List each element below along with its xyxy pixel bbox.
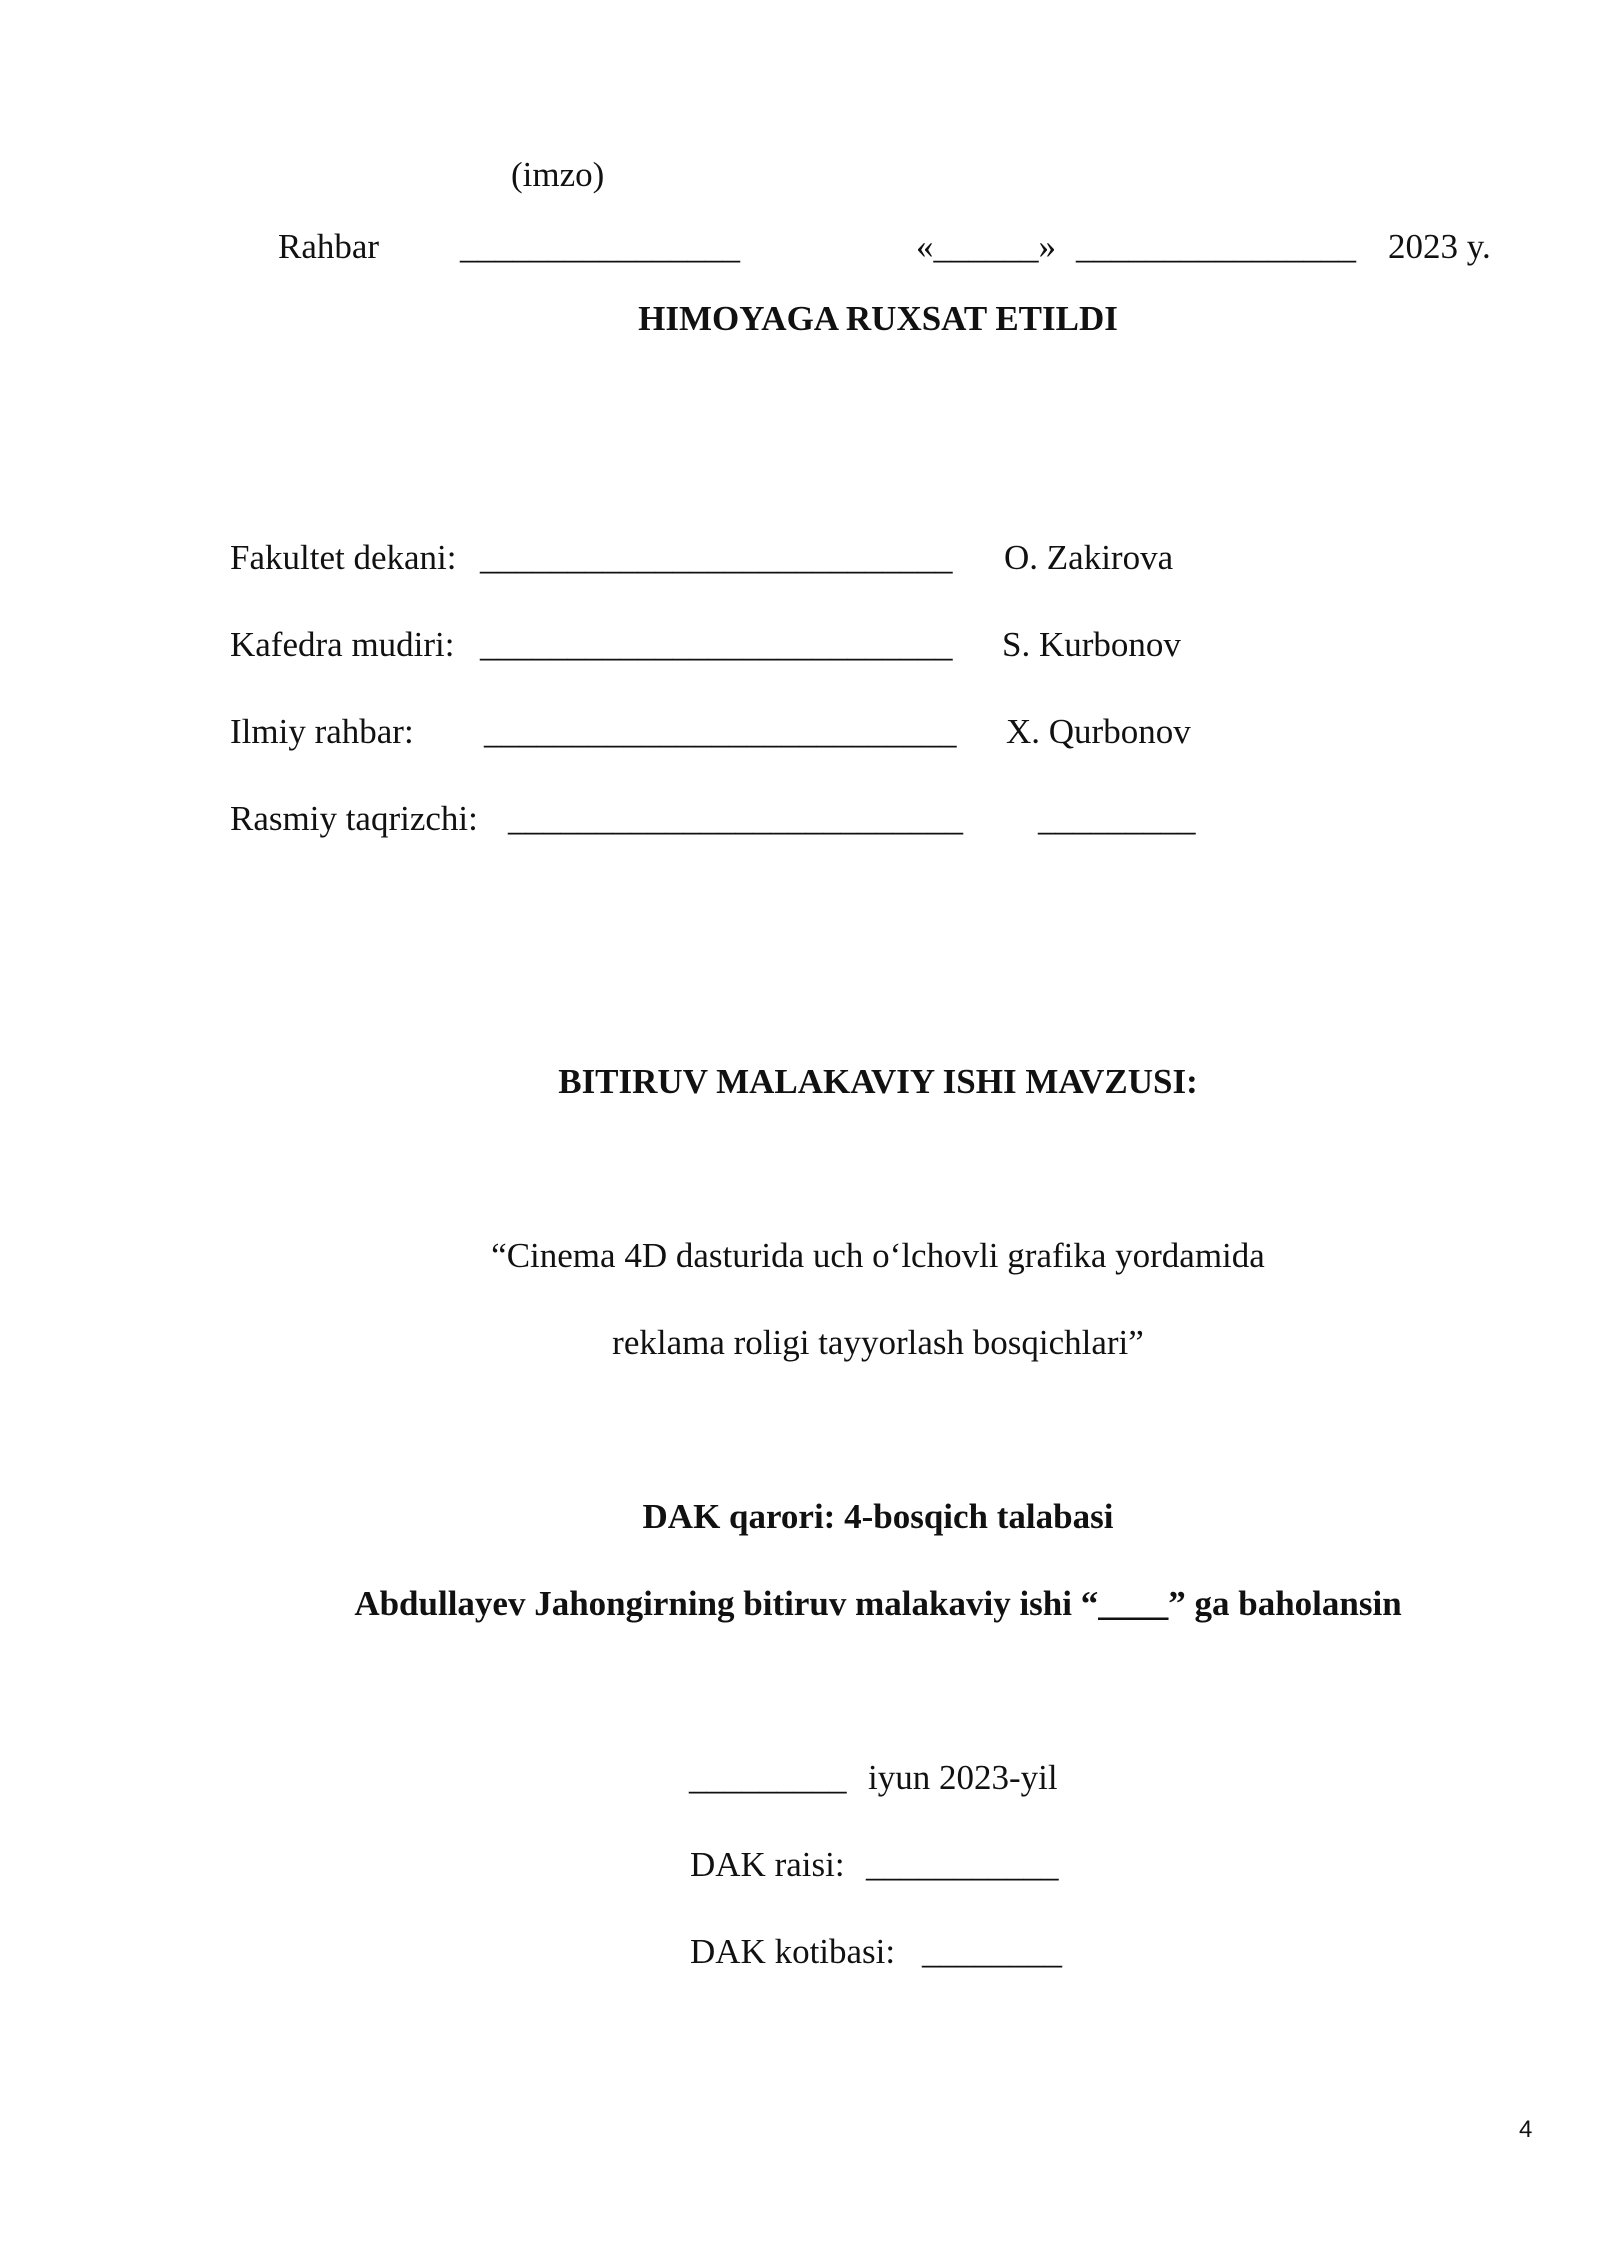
- signatory-reviewer-label: Rasmiy taqrizchi:: [230, 799, 478, 838]
- signatory-dean-blank: ___________________________: [480, 538, 953, 577]
- footer-date-blank: _________: [689, 1758, 847, 1797]
- page-number: 4: [1519, 2116, 1533, 2143]
- signatory-advisor-label: Ilmiy rahbar:: [230, 712, 414, 751]
- dak-chair-label: DAK raisi:: [690, 1845, 845, 1884]
- approval-heading: HIMOYAGA RUXSAT ETILDI: [638, 299, 1118, 338]
- dak-secretary-label: DAK kotibasi:: [690, 1932, 896, 1971]
- date-close-quote: »: [1038, 227, 1056, 266]
- signatory-head-label: Kafedra mudiri:: [230, 625, 455, 664]
- dak-secretary-blank: ________: [922, 1932, 1062, 1971]
- signatory-reviewer-name: _________: [1038, 799, 1196, 838]
- date-day-field: [916, 229, 1056, 264]
- signatory-advisor-name: X. Qurbonov: [1006, 712, 1191, 751]
- date-open-quote: «: [916, 227, 934, 266]
- date-year: 2023 y.: [1388, 227, 1491, 266]
- supervisor-signature-blank: ________________: [460, 227, 740, 266]
- signatory-advisor-blank: ___________________________: [484, 712, 957, 751]
- date-day-blank: ______: [933, 227, 1039, 266]
- footer-date-text: iyun 2023-yil: [868, 1758, 1058, 1797]
- signatory-dean-name: O. Zakirova: [1004, 538, 1174, 577]
- supervisor-label: Rahbar: [278, 227, 380, 266]
- thesis-title-line-2: reklama roligi tayyorlash bosqichlari”: [612, 1323, 1144, 1362]
- date-month-blank: ________________: [1076, 227, 1356, 266]
- decision-line-2: Abdullayev Jahongirning bitiruv malakaviy ishi “____” ga baholansin: [354, 1584, 1402, 1623]
- decision-line-1: DAK qarori: 4-bosqich talabasi: [642, 1497, 1114, 1536]
- signature-hint: (imzo): [511, 155, 605, 194]
- dak-chair-blank: ___________: [866, 1845, 1059, 1884]
- thesis-title-line-1: “Cinema 4D dasturida uch o‘lchovli grafika yordamida: [491, 1236, 1265, 1275]
- thesis-heading: BITIRUV MALAKAVIY ISHI MAVZUSI:: [558, 1062, 1198, 1101]
- signatory-dean-label: Fakultet dekani:: [230, 538, 457, 577]
- signatory-head-blank: ___________________________: [480, 625, 953, 664]
- signatory-head-name: S. Kurbonov: [1002, 625, 1181, 664]
- signatory-reviewer-blank: __________________________: [508, 799, 963, 838]
